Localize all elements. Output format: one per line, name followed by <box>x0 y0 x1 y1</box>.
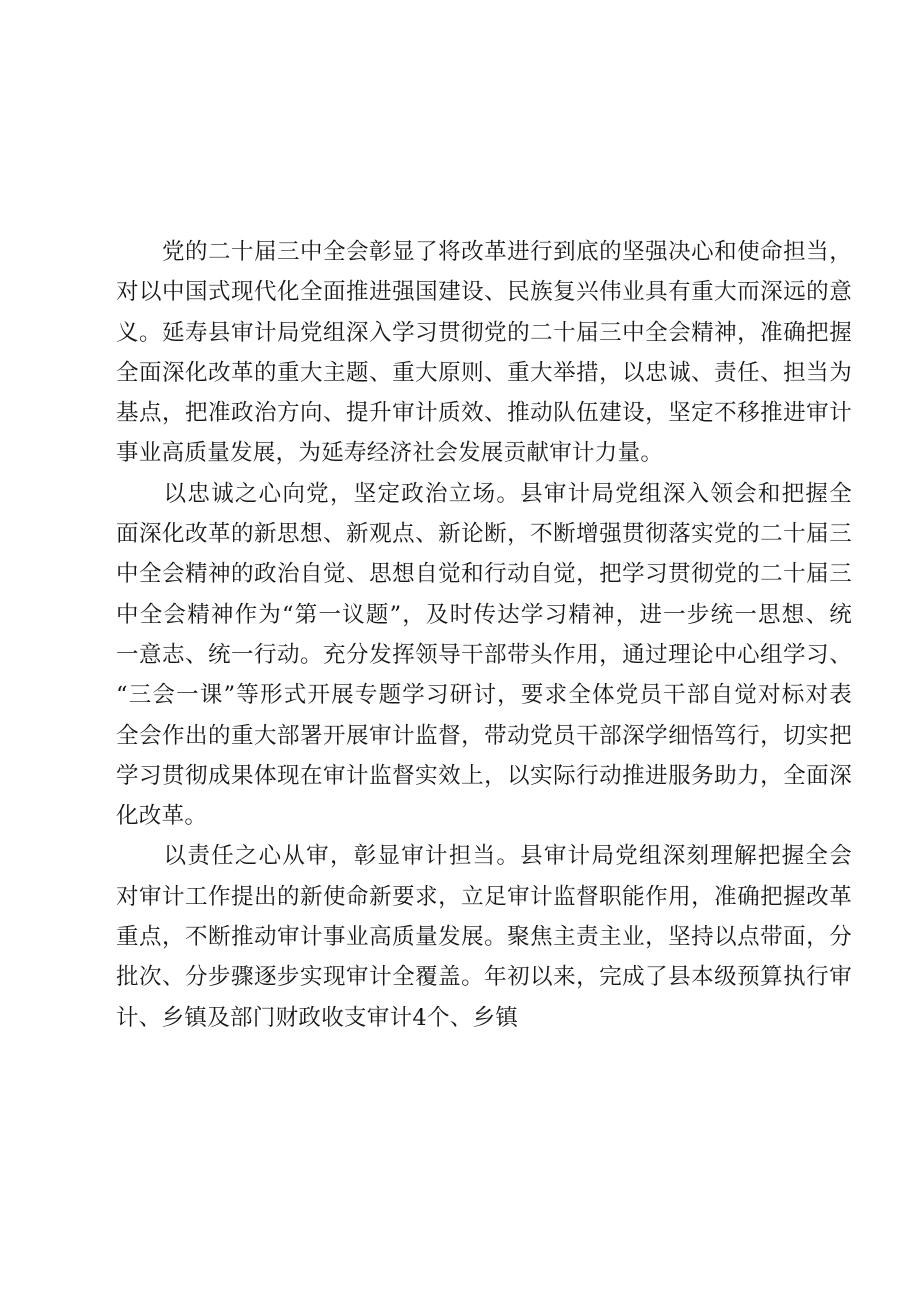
text-line: 面深化改革的新思想、新观点、新论断，不断增强贯彻落实党的二十届三 <box>116 521 852 548</box>
paragraph-1 <box>116 232 852 474</box>
text-line: 中全会精神的政治自觉、思想自觉和行动自觉，把学习贯彻党的二十届三 <box>116 561 852 588</box>
text-line: 一意志、统一行动。充分发挥领导干部带头作用，通过理论中心组学习、 <box>116 641 852 668</box>
text-line: 学习贯彻成果体现在审计监督实效上，以实际行动推进服务助力，全面深 <box>116 762 852 789</box>
text-line: “三会一课”等形式开展专题学习研讨，要求全体党员干部自觉对标对表 <box>116 682 852 709</box>
paragraph-2 <box>116 474 852 837</box>
text-line: 全面深化改革的重大主题、重大原则、重大举措，以忠诚、责任、担当为 <box>116 359 852 386</box>
text-line: 党的二十届三中全会彰显了将改革进行到底的坚强决心和使命担当， <box>116 239 852 265</box>
text-line: 以忠诚之心向党，坚定政治立场。县审计局党组深入领会和把握全 <box>116 480 852 507</box>
text-line: 以责任之心从审，彰显审计担当。县审计局党组深刻理解把握全会 <box>116 843 852 870</box>
text-line: 对以中国式现代化全面推进强国建设、民族复兴伟业具有重大而深远的意 <box>116 279 852 306</box>
text-line: 全会作出的重大部署开展审计监督，带动党员干部深学细悟笃行，切实把 <box>116 722 852 749</box>
text-line: 基点，把准政治方向、提升审计质效、推动队伍建设，坚定不移推进审计 <box>116 400 852 427</box>
text-line: 计、乡镇及部门财政收支审计4个、乡镇 <box>116 1004 519 1031</box>
text-line: 批次、分步骤逐步实现审计全覆盖。年初以来，完成了县本级预算执行审 <box>116 964 852 991</box>
paragraph-3 <box>116 836 852 1037</box>
text-line: 重点，不断推动审计事业高质量发展。聚焦主责主业，坚持以点带面，分 <box>116 924 852 951</box>
document-body <box>116 232 852 1038</box>
text-line: 事业高质量发展，为延寿经济社会发展贡献审计力量。 <box>116 440 664 467</box>
text-line: 义。延寿县审计局党组深入学习贯彻党的二十届三中全会精神，准确把握 <box>116 319 852 346</box>
text-line: 中全会精神作为“第一议题”，及时传达学习精神，进一步统一思想、统 <box>116 601 852 628</box>
text-line: 化改革。 <box>116 803 208 830</box>
text-line: 对审计工作提出的新使命新要求，立足审计监督职能作用，准确把握改革 <box>116 883 852 910</box>
